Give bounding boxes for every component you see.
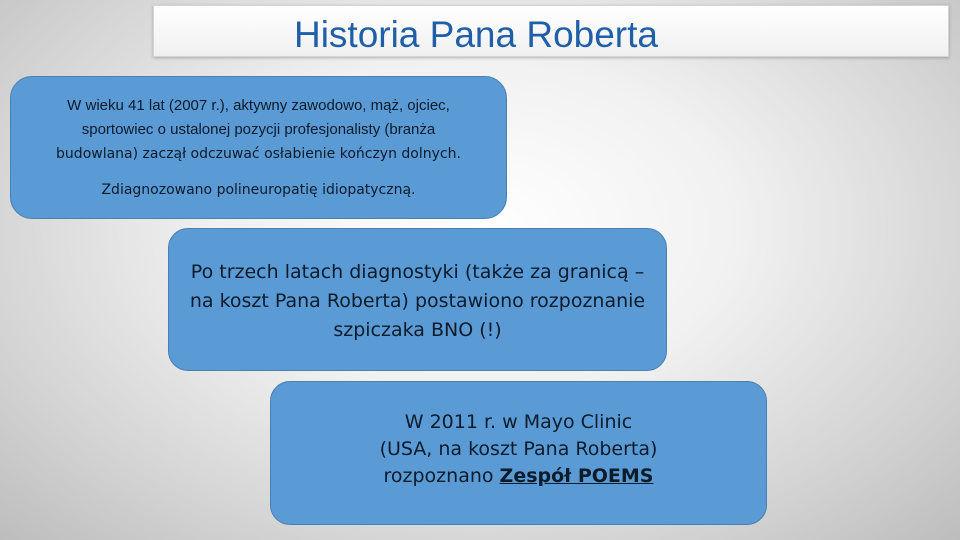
poems-text-line-3 xyxy=(271,463,766,490)
poems-text-line-2: (USA, na koszt Pana Roberta) xyxy=(379,438,658,460)
onset-text-line-3: budowlana) zaczął odczuwać osłabienie kończyn dolnych. xyxy=(56,146,461,162)
poems-syndrome-link: Zespół POEMS xyxy=(499,465,654,487)
myeloma-text-line-2: na koszt Pana Roberta) postawiono rozpoznanie xyxy=(189,290,646,312)
myeloma-text-line-1: Po trzech latach diagnostyki (także za granicą – xyxy=(190,261,645,283)
onset-text-line-1: W wieku 41 lat (2007 r.), aktywny zawodowo, mąż, ojciec, xyxy=(67,97,450,114)
poems-prefix: rozpoznano xyxy=(383,465,500,487)
slide-title: Historia Pana Roberta xyxy=(293,14,658,55)
myeloma-text-line-3: szpiczaka BNO (!) xyxy=(333,319,502,341)
history-box-myeloma xyxy=(168,228,667,371)
poems-text-line-1: W 2011 r. w Mayo Clinic xyxy=(404,411,633,433)
onset-text-line-2: sportowiec o ustalonej pozycji profesjonalisty (branża xyxy=(81,121,436,138)
title-banner xyxy=(153,5,949,57)
diagnosis-text: Zdiagnozowano polineuropatię idiopatyczną. xyxy=(101,182,416,198)
history-box-onset xyxy=(10,76,507,219)
history-box-poems xyxy=(270,381,767,525)
